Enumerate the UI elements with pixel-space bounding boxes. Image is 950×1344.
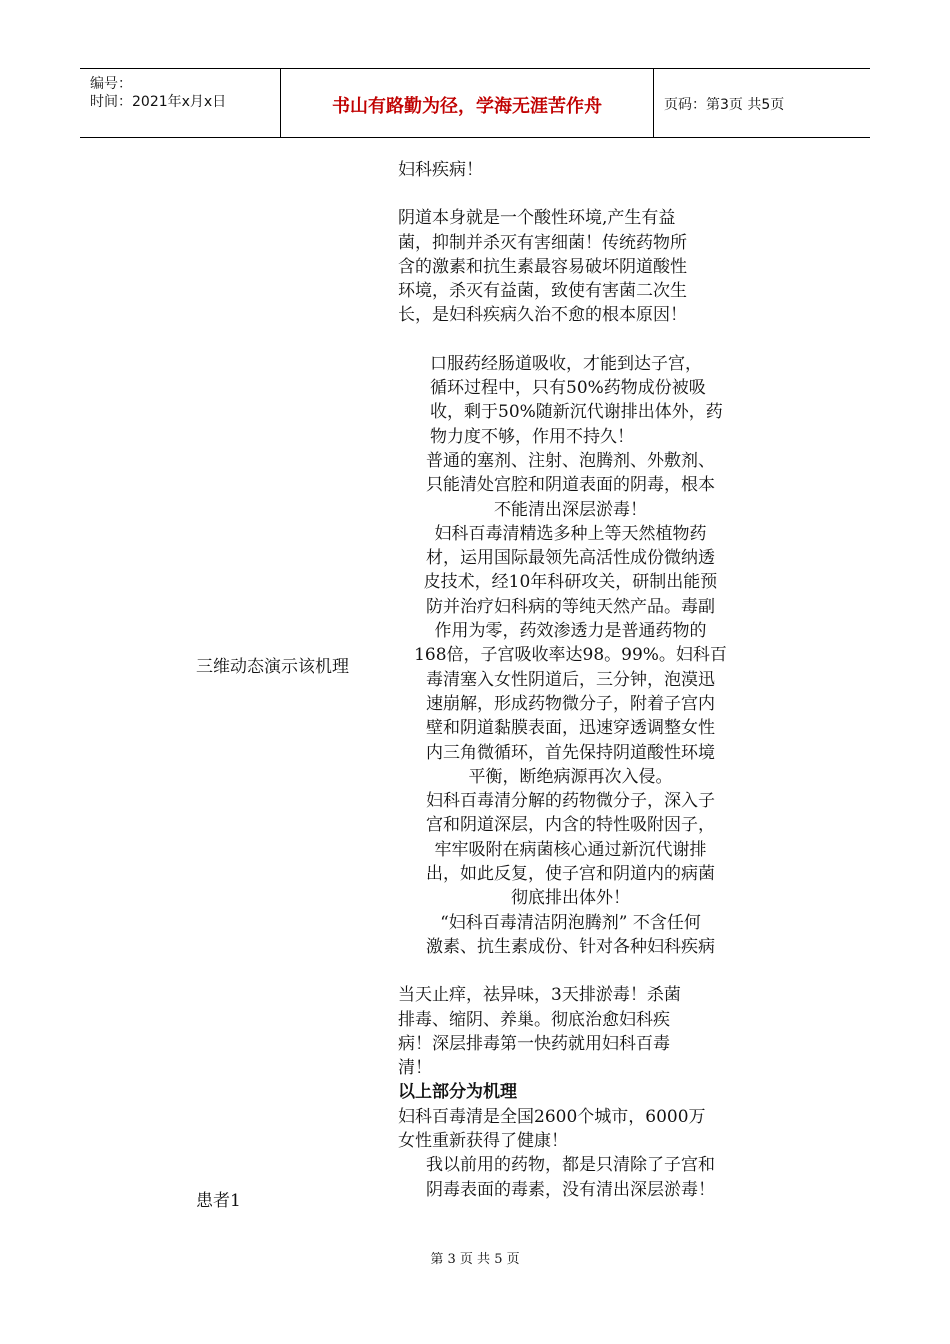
text-line: 防并治疗妇科病的等纯天然产品。毒副 [426, 596, 715, 617]
text-line: “妇科百毒清洁阴泡腾剂” 不含任何 [440, 912, 701, 933]
text-line: 彻底排出体外！ [511, 888, 630, 909]
text-line: 出，如此反复，使子宫和阴道内的病菌 [426, 864, 715, 885]
text-line: 内三角微循环，首先保持阴道酸性环境 [426, 742, 715, 763]
text-line: 环境，杀灭有益菌，致使有害菌二次生 [398, 281, 687, 302]
serial-label: 编号： [90, 76, 132, 92]
text-line: 妇科百毒清分解的药物微分子，深入子 [426, 791, 715, 812]
paragraph [398, 158, 743, 182]
motto: 书山有路勤为径，学海无涯苦作舟 [332, 96, 602, 117]
document-header [80, 68, 870, 138]
header-info-cell [80, 69, 281, 137]
paragraph [398, 911, 743, 960]
text-line: 清！ [398, 1058, 432, 1079]
text-line: 当天止痒，祛异味，3天排淤毒！杀菌 [398, 985, 681, 1006]
text-line: 我以前用的药物，都是只清除了子宫和 [426, 1155, 715, 1176]
paragraph [398, 522, 743, 789]
page-info: 页码：第3页 共5页 [664, 97, 785, 113]
text-line: 平衡，断绝病源再次入侵。 [468, 766, 673, 787]
text-line: 排毒、缩阴、养巢。彻底治愈妇科疾 [398, 1009, 670, 1030]
text-line: 阴道本身就是一个酸性环境,产生有益 [398, 208, 676, 229]
header-page-cell [654, 69, 870, 137]
text-line: 壁和阴道黏膜表面，迅速穿透调整女性 [426, 718, 715, 739]
text-line: 循环过程中，只有50%药物成份被吸 [430, 378, 706, 399]
text-line: 作用为零，药效渗透力是普通药物的 [434, 621, 707, 642]
paragraph [398, 789, 743, 910]
text-line: 收，剩于50%随新沉代谢排出体外，药 [430, 402, 723, 423]
text-line: 普通的塞剂、注射、泡腾剂、外敷剂、 [426, 450, 715, 471]
text-line: 物力度不够，作用不持久！ [430, 426, 634, 447]
left-label-mechanism: 三维动态演示该机理 [196, 657, 349, 677]
text-line: 材，运用国际最领先高活性成份微纳透 [426, 548, 715, 569]
header-motto-cell [281, 69, 654, 137]
content-column [398, 158, 743, 1202]
left-label-patient: 患者1 [196, 1191, 241, 1211]
text-line: 妇科百毒清精选多种上等天然植物药 [434, 523, 707, 544]
text-line: 妇科百毒清是全国2600个城市，6000万 [398, 1106, 706, 1127]
text-line: 女性重新获得了健康！ [398, 1130, 568, 1151]
paragraph [398, 206, 743, 327]
text-line: 速崩解，形成药物微分子，附着子宫内 [426, 693, 715, 714]
page-footer: 第 3 页 共 5 页 [430, 1252, 520, 1267]
text-line: 妇科疾病！ [398, 160, 483, 180]
text-line: 不能清出深层淤毒！ [494, 499, 647, 520]
text-line: 阴毒表面的毒素，没有清出深层淤毒！ [426, 1179, 715, 1200]
text-line: 含的激素和抗生素最容易破坏阴道酸性 [398, 256, 687, 277]
text-line: 口服药经肠道吸收，才能到达子宫， [430, 353, 702, 374]
time-label: 时间：2021年x月x日 [90, 94, 227, 110]
text-line: 皮技术，经10年科研攻关，研制出能预 [423, 572, 718, 593]
section-heading: 以上部分为机理 [398, 1082, 517, 1103]
text-line: 牢牢吸附在病菌核心通过新沉代谢排 [434, 839, 707, 860]
text-line: 毒清塞入女性阴道后，三分钟，泡漠迅 [426, 669, 715, 690]
paragraph [398, 449, 743, 522]
text-line: 只能清处宫腔和阴道表面的阴毒，根本 [426, 475, 715, 496]
paragraph [398, 1105, 743, 1154]
paragraph [398, 1153, 743, 1202]
text-line: 长，是妇科疾病久治不愈的根本原因！ [398, 305, 687, 326]
text-line: 病！深层排毒第一快药就用妇科百毒 [398, 1033, 670, 1054]
paragraph [398, 983, 743, 1080]
text-line: 激素、抗生素成份、针对各种妇科疾病 [426, 936, 715, 957]
text-line: 菌，抑制并杀灭有害细菌！传统药物所 [398, 232, 687, 253]
paragraph [398, 352, 743, 449]
text-line: 宫和阴道深层，内含的特性吸附因子， [426, 815, 715, 836]
text-line: 168倍，子宫吸收率达98。99%。妇科百 [414, 645, 727, 666]
